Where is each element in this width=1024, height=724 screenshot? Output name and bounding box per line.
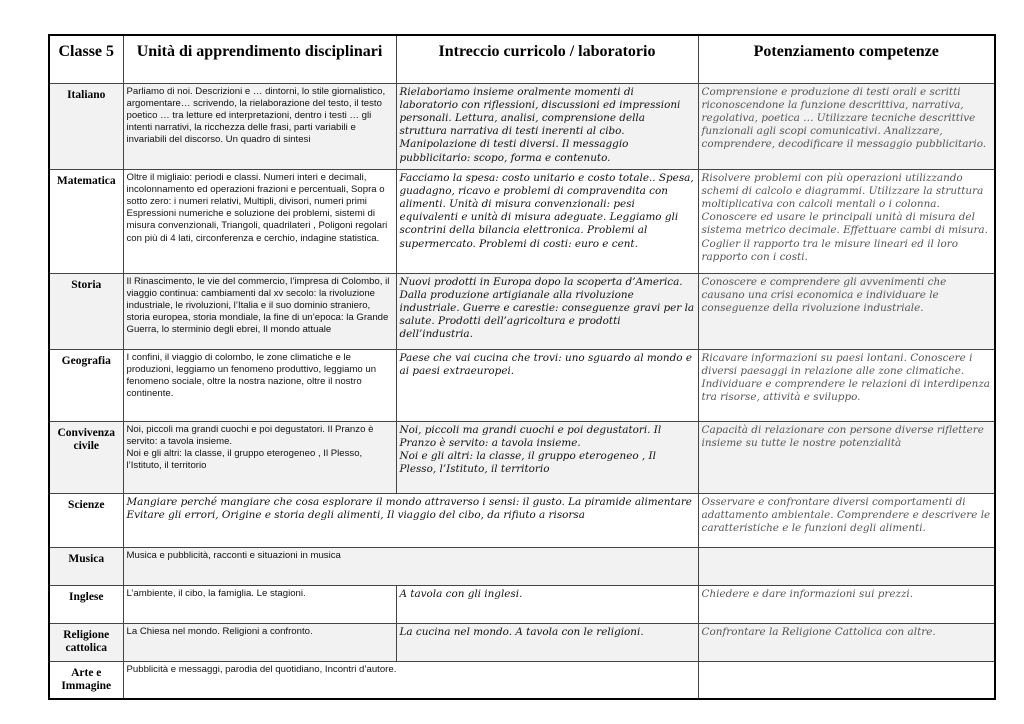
subject-cell: Convivenza civile <box>49 421 123 493</box>
potenziamento-cell: Risolvere problemi con più operazioni utilizzando schemi di calcolo e diagrammi. Utilizzare la struttura moltiplicativa con calcoli mentali o i colonna. Conoscere ed usare le principali unità di misura del sistema metrico decimale. Effettuare cambi di misura. Coglier il rapporto tra le misure lineari ed il loro rapporto con i costi. <box>698 169 995 273</box>
potenziamento-cell: Ricavare informazioni su paesi lontani. Conoscere i diversi paesaggi in relazione alle zone climatiche. Individuare e comprendere le relazioni di interdipenza tra risorse, attività e sviluppo. <box>698 349 995 421</box>
potenziamento-cell: Capacità di relazionare con persone diverse riflettere insieme su tutte le nostre potenzialità <box>698 421 995 493</box>
intreccio-cell: La cucina nel mondo. A tavola con le religioni. <box>396 623 698 661</box>
potenziamento-cell: Confrontare la Religione Cattolica con altre. <box>698 623 995 661</box>
potenziamento-cell <box>698 547 995 585</box>
unita-cell: Oltre il migliaio: periodi e classi. Numeri interi e decimali, incolonnamento ed operazioni frazioni e percentuali, Sopra o sotto zero: i numeri relativi, Multipli, divisori, numeri primi Espressioni numeriche e soluzione dei problemi, sistemi di misura convenzionali, Triangoli, quadrilateri , Poligoni regolari con più di 4 lati, circonferenza e cerchio, indagine statistica. <box>123 169 396 273</box>
unita-cell: I confini, il viaggio di colombo, le zone climatiche e le produzioni, leggiamo un fenomeno produttivo, leggiamo un fenomeno sociale, oltre la nostra nazione, oltre il nostro continente. <box>123 349 396 421</box>
intreccio-cell: A tavola con gli inglesi. <box>396 585 698 623</box>
row-italiano <box>49 83 995 169</box>
subject-cell: Italiano <box>49 83 123 169</box>
unita-cell: La Chiesa nel mondo. Religioni a confronto. <box>123 623 396 661</box>
subject-cell: Geografia <box>49 349 123 421</box>
merged-cell: Musica e pubblicità, racconti e situazioni in musica <box>123 547 698 585</box>
header-potenziamento: Potenziamento competenze <box>698 35 995 83</box>
row-scienze <box>49 493 995 547</box>
unita-cell: Il Rinascimento, le vie del commercio, l’impresa di Colombo, il viaggio continua: cambiamenti dal xv secolo: la rivoluzione industriale, le rivoluzioni, l’Italia e il suo dominio straniero, storia europea, storia mondiale, la fine di un’epoca: la Grande Guerra, lo sterminio degli ebrei, Il mondo attuale <box>123 273 396 349</box>
subject-cell: Musica <box>49 547 123 585</box>
row-convivenza-civile <box>49 421 995 493</box>
merged-cell: Pubblicità e messaggi, parodia del quotidiano, Incontri d’autore. <box>123 661 698 699</box>
subject-cell: Matematica <box>49 169 123 273</box>
intreccio-cell: Paese che vai cucina che trovi: uno sguardo al mondo e ai paesi extraeuropei. <box>396 349 698 421</box>
row-religione-cattolica <box>49 623 995 661</box>
unita-cell: Parliamo di noi. Descrizioni e … dintorni, lo stile giornalistico, argomentare… scrivendo, la rielaborazione del testo, il testo poetico … tra letture ed interpretazioni, dentro i testi … gli intenti narrativi, la ricchezza delle frasi, parti variabili e invariabili del discorso. Un quadro di sintesi <box>123 83 396 169</box>
row-arte-immagine <box>49 661 995 699</box>
subject-cell: Scienze <box>49 493 123 547</box>
subject-cell: Inglese <box>49 585 123 623</box>
unita-cell: Noi, piccoli ma grandi cuochi e poi degustatori. Il Pranzo è servito: a tavola insieme. Noi e gli altri: la classe, il gruppo eterogeneo , Il Plesso, l’Istituto, il territorio <box>123 421 396 493</box>
row-musica <box>49 547 995 585</box>
potenziamento-cell <box>698 661 995 699</box>
row-storia <box>49 273 995 349</box>
row-geografia <box>49 349 995 421</box>
intreccio-cell: Nuovi prodotti in Europa dopo la scoperta d’America. Dalla produzione artigianale alla rivoluzione industriale. Guerre e carestie: conseguenze gravi per la salute. Prodotti dell’agricoltura e prodotti dell’industria. <box>396 273 698 349</box>
row-matematica <box>49 169 995 273</box>
header-unita: Unità di apprendimento disciplinari <box>123 35 396 83</box>
intreccio-cell: Noi, piccoli ma grandi cuochi e poi degustatori. Il Pranzo è servito: a tavola insieme. Noi e gli altri: la classe, il gruppo eterogeneo , Il Plesso, l’Istituto, il territorio <box>396 421 698 493</box>
row-inglese <box>49 585 995 623</box>
intreccio-cell: Facciamo la spesa: costo unitario e costo totale.. Spesa, guadagno, ricavo e problemi di compravendita con alimenti. Unità di misura convenzionali: pesi equivalenti e unità di misura adeguate. Leggiamo gli scontrini della bilancia elettronica. Problemi al supermercato. Problemi di costi: euro e cent. <box>396 169 698 273</box>
header-row <box>49 35 995 83</box>
subject-cell: Arte e Immagine <box>49 661 123 699</box>
curriculum-table <box>48 34 996 700</box>
potenziamento-cell: Chiedere e dare informazioni sui prezzi. <box>698 585 995 623</box>
potenziamento-cell: Conoscere e comprendere gli avvenimenti che causano una crisi economica e individuare le conseguenze della rivoluzione industriale. <box>698 273 995 349</box>
potenziamento-cell: Comprensione e produzione di testi orali e scritti riconoscendone la funzione descrittiva, narrativa, regolativa, poetica … Utilizzare tecniche descrittive funzionali agli scopi comunicativi. Analizzare, comprendere, decodificare il messaggio pubblicitario. <box>698 83 995 169</box>
header-intreccio: Intreccio curricolo / laboratorio <box>396 35 698 83</box>
header-classe: Classe 5 <box>49 35 123 83</box>
merged-cell: Mangiare perché mangiare che cosa esplorare il mondo attraverso i sensi: il gusto. La piramide alimentare Evitare gli errori, Origine e storia degli alimenti, Il viaggio del cibo, da rifiuto a risorsa <box>123 493 698 547</box>
potenziamento-cell: Osservare e confrontare diversi comportamenti di adattamento ambientale. Comprendere e descrivere le caratteristiche e le funzioni degli alimenti. <box>698 493 995 547</box>
unita-cell: L’ambiente, il cibo, la famiglia. Le stagioni. <box>123 585 396 623</box>
subject-cell: Storia <box>49 273 123 349</box>
subject-cell: Religione cattolica <box>49 623 123 661</box>
intreccio-cell: Rielaboriamo insieme oralmente momenti di laboratorio con riflessioni, discussioni ed impressioni personali. Lettura, analisi, comprensione della struttura narrativa di testi inerenti al cibo. Manipolazione di testi diversi. Il messaggio pubblicitario: scopo, forma e contenuto. <box>396 83 698 169</box>
